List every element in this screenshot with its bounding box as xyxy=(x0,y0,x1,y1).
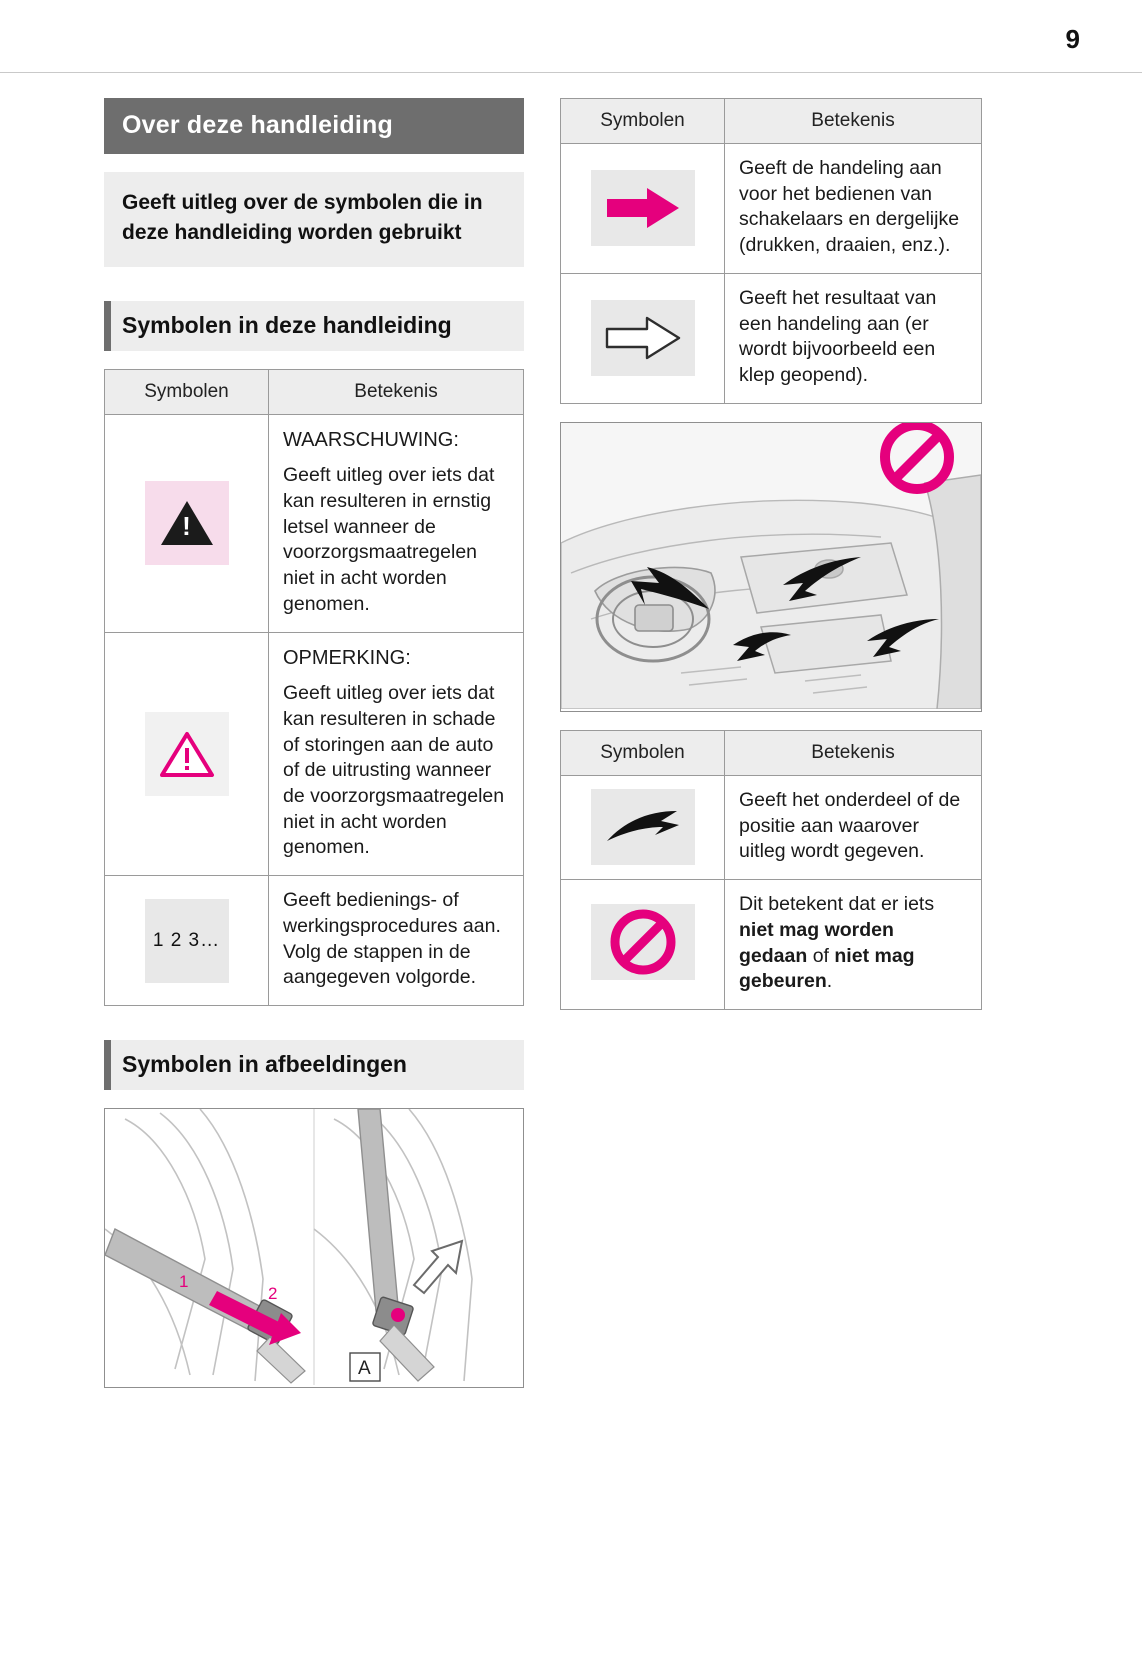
description-warning: Geeft uitleg over iets dat kan resulteren in ernstig letsel wanneer de voorzorgsmaatregelen niet in acht worden genomen. xyxy=(283,464,495,615)
table-row xyxy=(105,876,524,1006)
meaning-cell-warning xyxy=(269,414,524,632)
term-warning: WAARSCHUWING: xyxy=(283,428,459,451)
meaning-cell-notice xyxy=(269,632,524,876)
table-row xyxy=(561,880,982,1010)
table-row xyxy=(561,775,982,879)
meaning-cell-hollow-arrow: Geeft het resultaat van een handeling aan (er wordt bijvoorbeeld een klep geopend). xyxy=(725,273,982,403)
dashboard-illustration xyxy=(560,422,982,712)
meaning-cell-prohibition xyxy=(725,880,982,1010)
table-row xyxy=(561,144,982,274)
table-header-row xyxy=(105,369,524,414)
chapter-title: Over deze handleiding xyxy=(104,98,524,154)
step-numbers-icon xyxy=(145,899,229,983)
symbol-cell-curved-arrow xyxy=(561,775,725,879)
description-steps: Geeft bedienings- of werkingsprocedures aan. Volg de stappen in de aangegeven volgorde. xyxy=(283,889,501,989)
hollow-white-arrow-icon xyxy=(591,300,695,376)
column-header-meaning: Betekenis xyxy=(269,369,524,414)
page-number: 9 xyxy=(1065,24,1080,54)
seatbelt-illustration xyxy=(104,1108,524,1388)
description-notice: Geeft uitleg over iets dat kan resulteren in schade of storingen aan de auto of de uitrusting wanneer de voorzorgsmaatregelen niet in acht worden genomen. xyxy=(283,682,505,859)
warning-triangle-icon xyxy=(145,481,229,565)
table-row xyxy=(105,414,524,632)
symbol-cell-notice xyxy=(105,632,269,876)
section-heading-symbols-images: Symbolen in afbeeldingen xyxy=(104,1040,524,1090)
right-column xyxy=(560,98,982,1010)
table-header-row xyxy=(561,99,982,144)
column-header-symbols: Symbolen xyxy=(561,99,725,144)
symbols-table-actions xyxy=(560,98,982,404)
column-header-meaning: Betekenis xyxy=(725,730,982,775)
svg-text:A: A xyxy=(358,1358,371,1380)
symbol-cell-warning xyxy=(105,414,269,632)
meaning-cell-steps xyxy=(269,876,524,1006)
symbol-cell-hollow-arrow xyxy=(561,273,725,403)
column-header-symbols: Symbolen xyxy=(561,730,725,775)
term-notice: OPMERKING: xyxy=(283,646,411,669)
curved-black-arrow-icon xyxy=(591,789,695,865)
solid-pink-arrow-icon xyxy=(591,170,695,246)
prohibition-description: Dit betekent dat er iets niet mag worden gedaan of niet mag gebeuren. xyxy=(739,893,935,993)
left-column xyxy=(104,98,524,1388)
notice-triangle-icon xyxy=(145,712,229,796)
table-row xyxy=(561,273,982,403)
chapter-lead-text: Geeft uitleg over de symbolen die in deze handleiding worden gebruikt xyxy=(104,172,524,267)
prohibition-icon xyxy=(591,904,695,980)
section-heading-symbols-manual: Symbolen in deze handleiding xyxy=(104,301,524,351)
symbol-cell-steps xyxy=(105,876,269,1006)
meaning-cell-solid-arrow: Geeft de handeling aan voor het bedienen van schakelaars en dergelijke (drukken, draaien, enz.). xyxy=(725,144,982,274)
svg-text:2: 2 xyxy=(268,1284,278,1304)
symbol-cell-prohibition xyxy=(561,880,725,1010)
column-header-symbols: Symbolen xyxy=(105,369,269,414)
table-row xyxy=(105,632,524,876)
meaning-cell-curved-arrow: Geeft het onderdeel of de positie aan waarover uitleg wordt gegeven. xyxy=(725,775,982,879)
svg-text:1: 1 xyxy=(179,1272,189,1292)
symbols-table-parts xyxy=(560,730,982,1010)
step-numbers-label: 1 2 3… xyxy=(152,930,221,952)
table-header-row xyxy=(561,730,982,775)
header-divider xyxy=(0,72,1142,73)
column-header-meaning: Betekenis xyxy=(725,99,982,144)
symbol-cell-solid-arrow xyxy=(561,144,725,274)
symbols-table-manual xyxy=(104,369,524,1006)
